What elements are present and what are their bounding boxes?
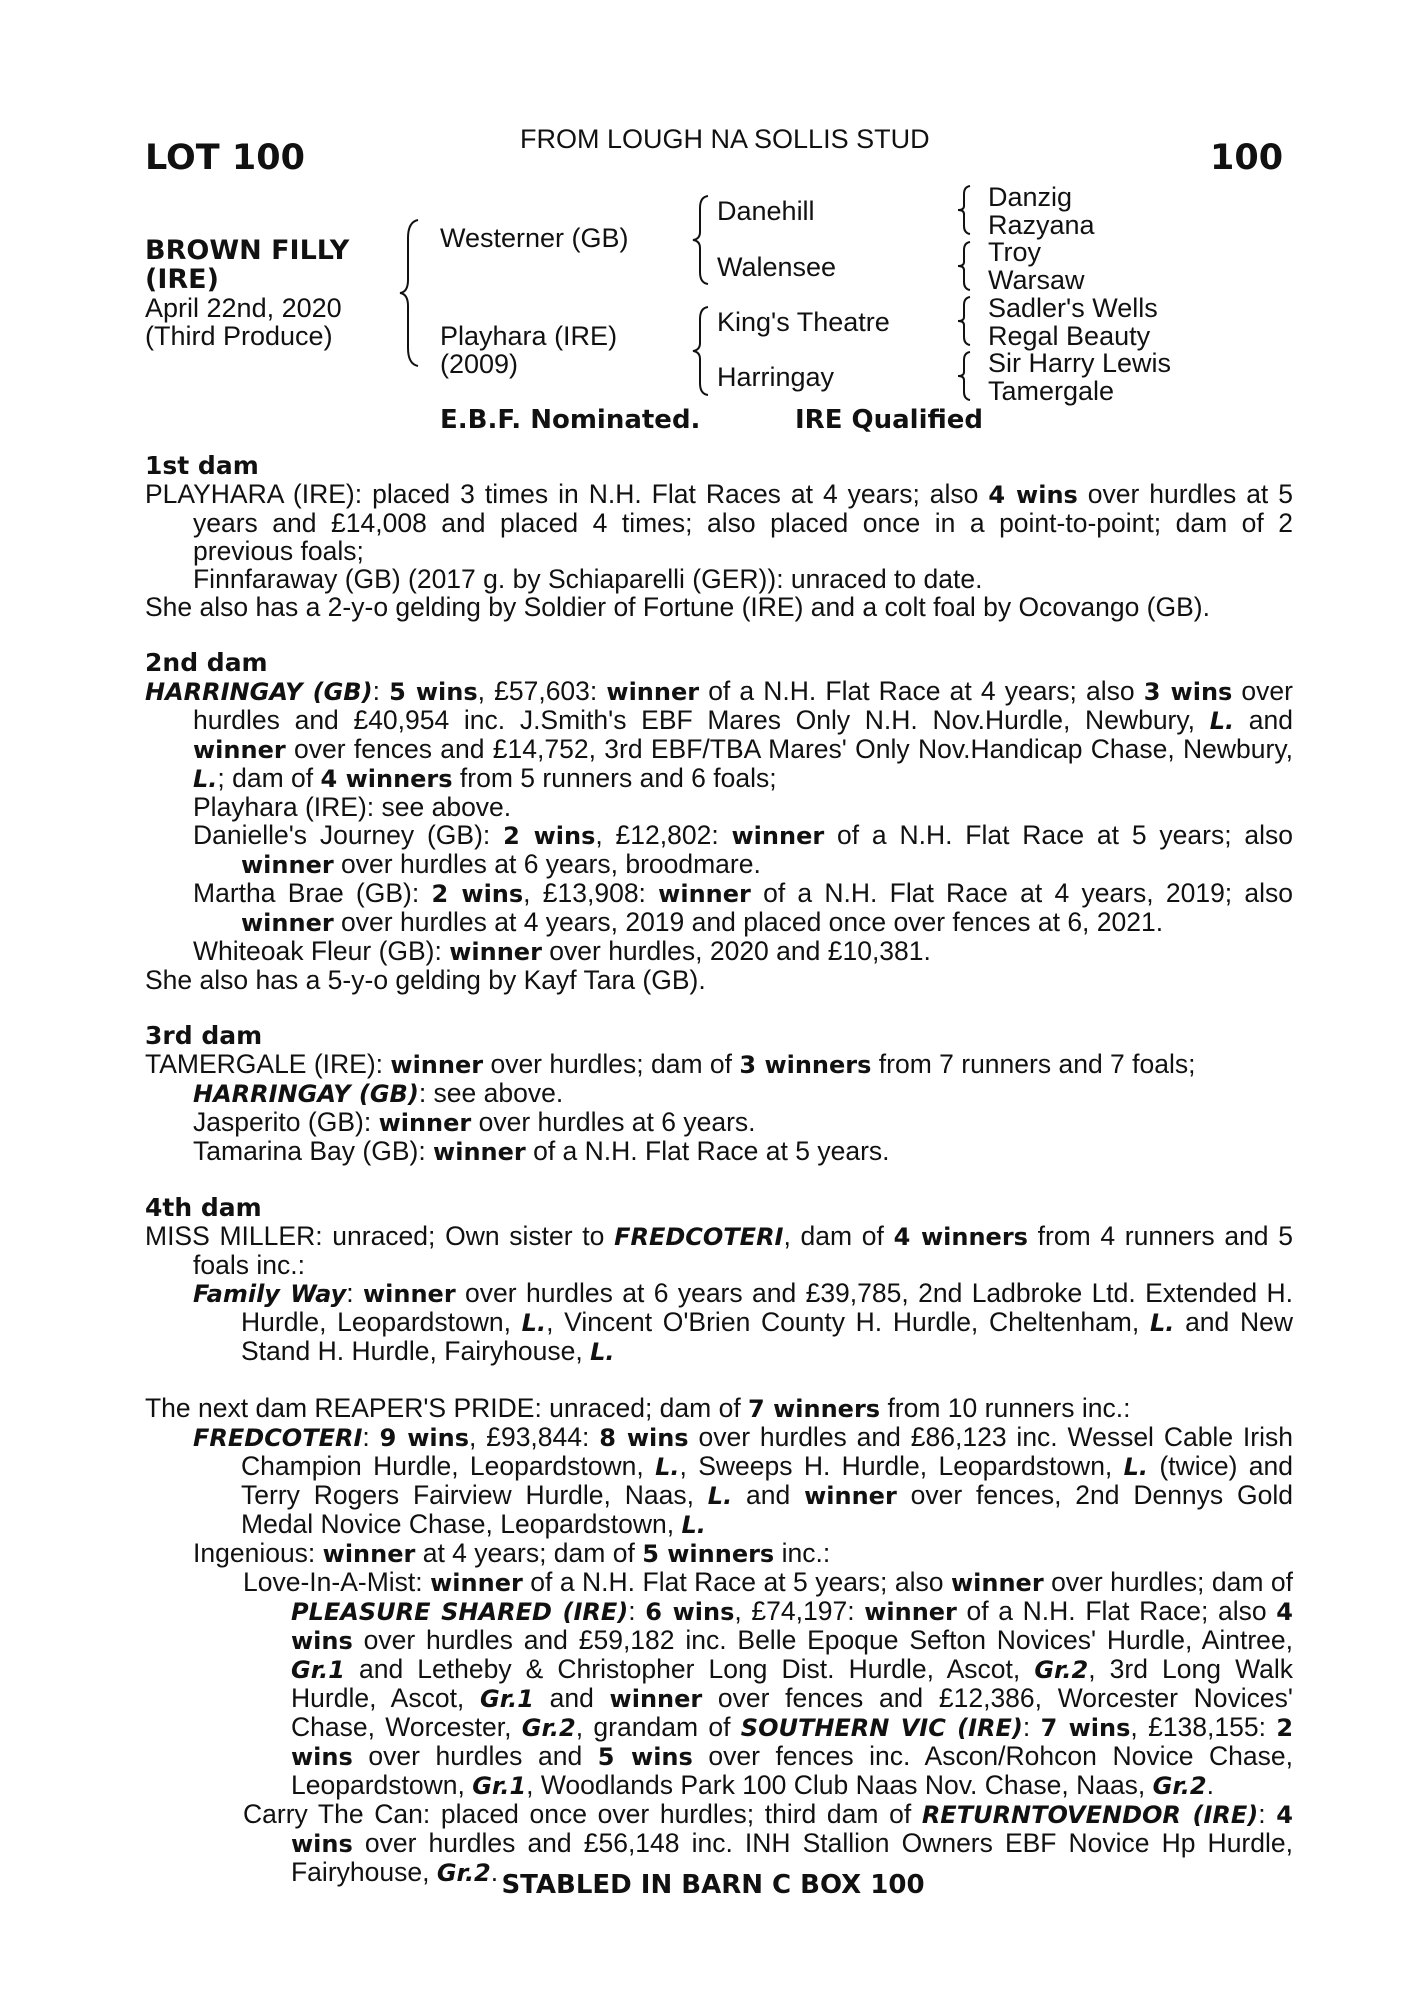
pedigree-brace-main (396, 218, 426, 368)
dam2-offspring-2: Danielle's Journey (GB): 2 wins, £12,802: winner of a N.H. Flat Race at 5 years; also winner over hurdles at 6 years, broodmare. (193, 820, 1293, 879)
section-heading-1st-dam: 1st dam (145, 451, 259, 480)
dam4-offspring-1: Family Way: winner over hurdles at 6 years and £39,785, 2nd Ladbroke Ltd. Extended H. Hurdle, Leopardstown, L., Vincent O'Brien County H. Hurdle, Cheltenham, L. and New Stand H. Hurdle, Fairyhouse, L. (193, 1278, 1294, 1366)
pedigree-gen3-1: Danzig (988, 182, 1073, 212)
pedigree-gen3-5: Sadler's Wells (988, 293, 1158, 323)
pedigree-brace-g3-1 (955, 184, 975, 236)
pedigree-brace-g3-2 (955, 240, 975, 292)
pedigree-gen3-7: Sir Harry Lewis (988, 348, 1172, 378)
dam3-offspring-3: Tamarina Bay (GB): winner of a N.H. Flat Race at 5 years. (193, 1136, 890, 1166)
ebf-nominated-badge: E.B.F. Nominated. (440, 405, 701, 435)
pedigree-brace-sire (690, 194, 714, 286)
pedigree-sire-dam: Walensee (717, 252, 837, 282)
pedigree-brace-g3-4 (955, 350, 975, 402)
pedigree-sire: Westerner (GB) (440, 223, 629, 253)
section-heading-4th-dam: 4th dam (145, 1193, 262, 1222)
dam3-record: TAMERGALE (IRE): winner over hurdles; dam of 3 winners from 7 runners and 7 foals; (145, 1049, 1196, 1079)
next-dam-offspring-fredcoteri: FREDCOTERI: 9 wins, £93,844: 8 wins over hurdles and £86,123 inc. Wessel Cable Irish Champion Hurdle, Leopardstown, L., Sweeps H. Hurdle, Leopardstown, L. (twice) and Terry Rogers Fairview Hurdle, Naas, L. and winner over fences, 2nd Dennys Gold Medal Novice Chase, Leopardstown, L. (193, 1422, 1293, 1539)
pedigree-dam: Playhara (IRE) (440, 321, 618, 351)
pedigree-gen3-4: Warsaw (988, 265, 1085, 295)
catalogue-body (145, 452, 1293, 1887)
vendor-name: FROM LOUGH NA SOLLIS STUD (520, 124, 930, 154)
pedigree-brace-g3-3 (955, 295, 975, 347)
horse-description: BROWN FILLY (145, 235, 350, 266)
pedigree-gen3-2: Razyana (988, 210, 1095, 240)
dam1-offspring: Finnfaraway (GB) (2017 g. by Schiaparelli (GER)): unraced to date. (193, 564, 983, 594)
pedigree-gen3-6: Regal Beauty (988, 321, 1151, 351)
horse-info (145, 236, 349, 350)
next-dam-offspring-ingenious: Ingenious: winner at 4 years; dam of 5 winners inc.: (193, 1538, 831, 1568)
ingenious-offspring-love-in-a-mist: Love-In-A-Mist: winner of a N.H. Flat Race at 5 years; also winner over hurdles; dam of PLEASURE SHARED (IRE): 6 wins, £74,197: winner of a N.H. Flat Race; also 4 wins over hurdles and £59,182 inc. Belle Epoque Sefton Novices' Hurdle, Aintree, Gr.1 and Letheby & Christopher Long Dist. Hurdle, Ascot, Gr.2, 3rd Long Walk Hurdle, Ascot, Gr.1 and winner over fences and £12,386, Worcester Novices' Chase, Worcester, Gr.2, grandam of SOUTHERN VIC (IRE): 7 wins, £138,155: 2 wins over hurdles and 5 wins over fences inc. Ascon/Rohcon Novice Chase, Leopardstown, Gr.1, Woodlands Park 100 Club Naas Nov. Chase, Naas, Gr.2. (243, 1567, 1294, 1800)
lot-number: 100 (1210, 138, 1284, 178)
foaling-date: April 22nd, 2020 (145, 293, 342, 323)
next-dam-record: The next dam REAPER'S PRIDE: unraced; dam of 7 winners from 10 runners inc.: (145, 1393, 1131, 1423)
section-heading-3rd-dam: 3rd dam (145, 1021, 263, 1050)
pedigree-brace-dam (690, 305, 714, 397)
lot-label: LOT 100 (145, 138, 305, 178)
dam3-offspring-2: Jasperito (GB): winner over hurdles at 6 years. (193, 1107, 756, 1137)
ingenious-offspring-carry-the-can: Carry The Can: placed once over hurdles; third dam of RETURNTOVENDOR (IRE): 4 wins over hurdles and £56,148 inc. INH Stallion Owners EBF Novice Hp Hurdle, Fairyhouse, Gr.2. (243, 1799, 1293, 1887)
dam4-record: MISS MILLER: unraced; Own sister to FREDCOTERI, dam of 4 winners from 4 runners and 5 foals inc.: (145, 1221, 1293, 1280)
dam1-also: She also has a 2-y-o gelding by Soldier of Fortune (IRE) and a colt foal by Ocovango (GB). (145, 592, 1210, 622)
dam2-record: HARRINGAY (GB): 5 wins, £57,603: winner of a N.H. Flat Race at 4 years; also 3 wins over hurdles and £40,954 inc. J.Smith's EBF Mares Only N.H. Nov.Hurdle, Newbury, L. and winner over fences and £14,752, 3rd EBF/TBA Mares' Only Nov.Handicap Chase, Newbury, L.; dam of 4 winners from 5 runners and 6 foals; (145, 676, 1293, 793)
dam2-offspring-3: Martha Brae (GB): 2 wins, £13,908: winner of a N.H. Flat Race at 4 years, 2019; also winner over hurdles at 4 years, 2019 and placed once over fences at 6, 2021. (193, 878, 1294, 937)
pedigree-dam-sire: King's Theatre (717, 307, 890, 337)
dam2-also: She also has a 5-y-o gelding by Kayf Tara (GB). (145, 965, 706, 995)
dam2-offspring-1: Playhara (IRE): see above. (193, 792, 512, 822)
pedigree-gen3-3: Troy (988, 237, 1041, 267)
ire-qualified-badge: IRE Qualified (795, 405, 984, 435)
produce-number: (Third Produce) (145, 321, 333, 351)
pedigree-sire-sire: Danehill (717, 196, 815, 226)
section-heading-2nd-dam: 2nd dam (145, 648, 268, 677)
horse-country: (IRE) (145, 264, 219, 295)
dam3-offspring-1: HARRINGAY (GB): see above. (193, 1078, 564, 1108)
pedigree-dam-dam: Harringay (717, 362, 835, 392)
stabling-info: STABLED IN BARN C BOX 100 (501, 1870, 925, 1900)
pedigree-gen3-8: Tamergale (988, 376, 1115, 406)
dam1-record: PLAYHARA (IRE): placed 3 times in N.H. Flat Races at 4 years; also 4 wins over hurdles at 5 years and £14,008 and placed 4 times; also placed once in a point-to-point; dam of 2 previous foals; (145, 479, 1293, 566)
dam2-offspring-4: Whiteoak Fleur (GB): winner over hurdles, 2020 and £10,381. (193, 936, 931, 966)
pedigree-dam-year: (2009) (440, 349, 519, 379)
